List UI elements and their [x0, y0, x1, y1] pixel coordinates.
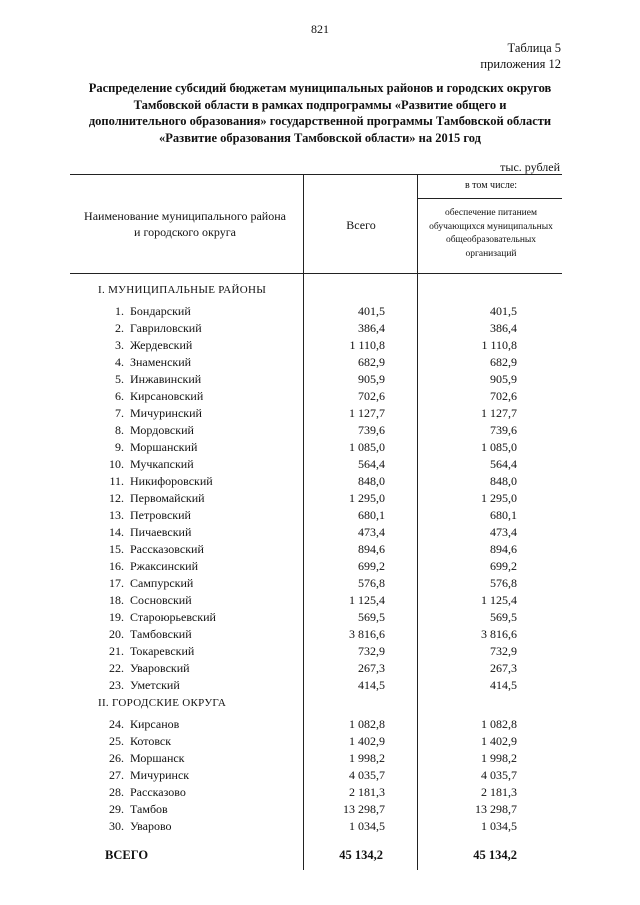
- subheader-rule: [418, 198, 562, 199]
- row-total: 3 816,6: [349, 627, 385, 641]
- grand-total-food-value: 45 134,2: [473, 848, 517, 862]
- row-number: 3.: [115, 338, 124, 352]
- units-label: тыс. рублей: [500, 160, 560, 174]
- table-row: [0, 406, 640, 423]
- row-name: Первомайский: [130, 491, 205, 505]
- row-total: 905,9: [358, 372, 385, 386]
- row-total: 386,4: [358, 321, 385, 335]
- row-food: 702,6: [490, 389, 517, 403]
- row-number: 18.: [109, 593, 124, 607]
- row-name: Рассказово: [130, 785, 186, 799]
- row-name: Мучкапский: [130, 457, 194, 471]
- row-number: 17.: [109, 576, 124, 590]
- row-number: 27.: [109, 768, 124, 782]
- table-row: [0, 491, 640, 508]
- grand-total-value: 45 134,2: [339, 848, 383, 862]
- table-row: [0, 423, 640, 440]
- row-name: Токаревский: [130, 644, 195, 658]
- row-number: 10.: [109, 457, 124, 471]
- row-name: Моршанск: [130, 751, 185, 765]
- row-name: Кирсановский: [130, 389, 204, 403]
- row-number: 30.: [109, 819, 124, 833]
- row-food: 576,8: [490, 576, 517, 590]
- appendix-number: приложения 12: [480, 57, 561, 71]
- row-name: Моршанский: [130, 440, 198, 454]
- row-total: 564,4: [358, 457, 385, 471]
- row-number: 6.: [115, 389, 124, 403]
- table-row: [0, 542, 640, 559]
- row-total: 576,8: [358, 576, 385, 590]
- row-food: 732,9: [490, 644, 517, 658]
- row-number: 29.: [109, 802, 124, 816]
- row-total: 473,4: [358, 525, 385, 539]
- row-food: 739,6: [490, 423, 517, 437]
- row-name: Знаменский: [130, 355, 192, 369]
- row-food: 1 125,4: [481, 593, 517, 607]
- table-row: [0, 321, 640, 338]
- row-food: 1 085,0: [481, 440, 517, 454]
- row-number: 4.: [115, 355, 124, 369]
- row-food: 680,1: [490, 508, 517, 522]
- row-food: 267,3: [490, 661, 517, 675]
- table-row: [0, 802, 640, 819]
- title-line: Распределение субсидий бюджетам муниципальных районов и городских округов: [88, 81, 552, 95]
- row-name: Котовск: [130, 734, 172, 748]
- table-row: [0, 678, 640, 695]
- row-food: 2 181,3: [481, 785, 517, 799]
- row-name: Сосновский: [130, 593, 192, 607]
- row-number: 19.: [109, 610, 124, 624]
- row-food: 1 295,0: [481, 491, 517, 505]
- table-row: [0, 661, 640, 678]
- row-total: 682,9: [358, 355, 385, 369]
- table-row: [0, 785, 640, 802]
- row-number: 25.: [109, 734, 124, 748]
- row-name: Бондарский: [130, 304, 191, 318]
- row-name: Кирсанов: [130, 717, 180, 731]
- table-row: [0, 304, 640, 321]
- row-number: 2.: [115, 321, 124, 335]
- row-number: 24.: [109, 717, 124, 731]
- row-number: 21.: [109, 644, 124, 658]
- row-total: 1 998,2: [349, 751, 385, 765]
- row-number: 7.: [115, 406, 124, 420]
- row-number: 11.: [109, 474, 124, 488]
- row-total: 267,3: [358, 661, 385, 675]
- table-row: [0, 819, 640, 836]
- table-row: [0, 644, 640, 661]
- row-food: 1 998,2: [481, 751, 517, 765]
- table-row: [0, 440, 640, 457]
- row-name: Тамбовский: [130, 627, 192, 641]
- row-number: 1.: [115, 304, 124, 318]
- row-name: Пичаевский: [130, 525, 192, 539]
- row-total: 732,9: [358, 644, 385, 658]
- row-food: 414,5: [490, 678, 517, 692]
- row-number: 15.: [109, 542, 124, 556]
- row-total: 739,6: [358, 423, 385, 437]
- title-line: «Развитие образования Тамбовской области» на 2015 год: [159, 130, 481, 145]
- row-name: Мичуринск: [130, 768, 190, 782]
- table-row: [0, 717, 640, 734]
- row-food: 699,2: [490, 559, 517, 573]
- grand-total-label: ВСЕГО: [105, 848, 149, 862]
- row-number: 14.: [109, 525, 124, 539]
- table-row: [0, 338, 640, 355]
- row-total: 702,6: [358, 389, 385, 403]
- row-total: 1 110,8: [349, 338, 385, 352]
- row-total: 1 295,0: [349, 491, 385, 505]
- row-food: 1 082,8: [481, 717, 517, 731]
- row-food: 386,4: [490, 321, 517, 335]
- row-food: 905,9: [490, 372, 517, 386]
- row-name: Староюрьевский: [130, 610, 216, 624]
- table-row: [0, 734, 640, 751]
- row-food: 569,5: [490, 610, 517, 624]
- row-number: 26.: [109, 751, 124, 765]
- table-row: [0, 610, 640, 627]
- row-name: Сампурский: [130, 576, 194, 590]
- row-name: Уварово: [130, 819, 172, 833]
- row-food: 682,9: [490, 355, 517, 369]
- row-total: 1 127,7: [349, 406, 385, 420]
- row-total: 1 034,5: [349, 819, 385, 833]
- row-name: Жердевский: [130, 338, 193, 352]
- row-total: 1 402,9: [349, 734, 385, 748]
- table-row: [0, 559, 640, 576]
- row-number: 20.: [109, 627, 124, 641]
- row-food: 1 127,7: [481, 406, 517, 420]
- row-number: 9.: [115, 440, 124, 454]
- row-number: 12.: [109, 491, 124, 505]
- column-header-including: в том числе:: [464, 180, 518, 191]
- row-number: 13.: [109, 508, 124, 522]
- row-total: 1 085,0: [349, 440, 385, 454]
- section-heading-cities: II. ГОРОДСКИЕ ОКРУГА: [98, 697, 227, 709]
- row-food: 401,5: [490, 304, 517, 318]
- row-food: 564,4: [490, 457, 517, 471]
- table-row: [0, 457, 640, 474]
- row-name: Уметский: [130, 678, 180, 692]
- row-name: Рассказовский: [130, 542, 204, 556]
- column-header-total: Всего: [346, 218, 376, 232]
- row-total: 894,6: [358, 542, 385, 556]
- document-title: [70, 80, 570, 146]
- section-heading-districts: I. МУНИЦИПАЛЬНЫЕ РАЙОНЫ: [98, 284, 267, 296]
- row-number: 8.: [115, 423, 124, 437]
- row-number: 23.: [109, 678, 124, 692]
- title-line: дополнительного образования» государственной программы Тамбовской области: [88, 114, 552, 128]
- row-total: 1 082,8: [349, 717, 385, 731]
- table-row: [0, 627, 640, 644]
- table-row: [0, 474, 640, 491]
- header-bottom-rule: [70, 273, 562, 274]
- row-name: Уваровский: [130, 661, 190, 675]
- column-header-name: Наименование муниципального района и городского округа: [84, 209, 286, 239]
- row-name: Тамбов: [130, 802, 168, 816]
- table-row: [0, 508, 640, 525]
- column-header-food: обеспечение питанием обучающихся муниципальных общеобразовательных организаций: [429, 208, 553, 259]
- row-food: 848,0: [490, 474, 517, 488]
- row-food: 13 298,7: [475, 802, 517, 816]
- row-food: 3 816,6: [481, 627, 517, 641]
- row-number: 16.: [109, 559, 124, 573]
- table-row: [0, 576, 640, 593]
- row-name: Мордовский: [130, 423, 194, 437]
- row-name: Инжавинский: [130, 372, 202, 386]
- table-row: [0, 355, 640, 372]
- row-total: 699,2: [358, 559, 385, 573]
- table-row: [0, 768, 640, 785]
- row-number: 5.: [115, 372, 124, 386]
- row-total: 414,5: [358, 678, 385, 692]
- title-line: Тамбовской области в рамках подпрограммы «Развитие общего и: [133, 97, 507, 112]
- row-name: Петровский: [130, 508, 191, 522]
- row-total: 13 298,7: [343, 802, 385, 816]
- table-number: Таблица 5: [507, 41, 561, 55]
- row-food: 1 110,8: [481, 338, 517, 352]
- row-total: 401,5: [358, 304, 385, 318]
- row-number: 28.: [109, 785, 124, 799]
- row-total: 680,1: [358, 508, 385, 522]
- row-total: 4 035,7: [349, 768, 385, 782]
- page-number: 821: [311, 22, 329, 36]
- row-number: 22.: [109, 661, 124, 675]
- row-food: 1 034,5: [481, 819, 517, 833]
- row-total: 848,0: [358, 474, 385, 488]
- row-name: Мичуринский: [130, 406, 202, 420]
- row-total: 1 125,4: [349, 593, 385, 607]
- row-name: Гавриловский: [130, 321, 202, 335]
- table-row: [0, 372, 640, 389]
- row-food: 894,6: [490, 542, 517, 556]
- table-top-rule: [70, 174, 562, 175]
- row-name: Ржаксинский: [130, 559, 198, 573]
- table-row: [0, 593, 640, 610]
- row-name: Никифоровский: [130, 474, 213, 488]
- row-food: 473,4: [490, 525, 517, 539]
- row-food: 4 035,7: [481, 768, 517, 782]
- table-row: [0, 525, 640, 542]
- row-total: 2 181,3: [349, 785, 385, 799]
- table-row: [0, 389, 640, 406]
- row-total: 569,5: [358, 610, 385, 624]
- table-reference: [480, 40, 561, 72]
- table-row: [0, 751, 640, 768]
- row-food: 1 402,9: [481, 734, 517, 748]
